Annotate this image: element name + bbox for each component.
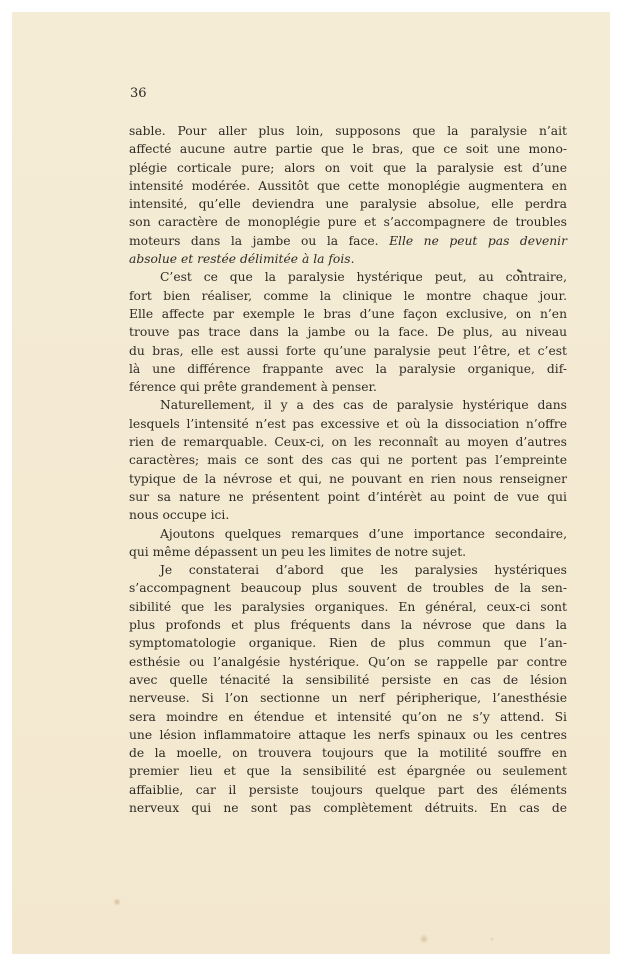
text-line: s’accompagnent beaucoup plus souvent de troubles de la sen-	[129, 581, 567, 596]
paragraph	[129, 561, 567, 817]
text-line: sur sa nature ne présentent point d’intérèt au point de vue qui	[129, 489, 567, 504]
paragraph	[129, 122, 567, 268]
paragraph	[129, 396, 567, 524]
text-line: férence qui prête grandement à penser.	[129, 380, 377, 395]
text-line: caractères; mais ce sont des cas qui ne portent pas l’empreinte	[129, 453, 567, 468]
text-line: lesquels l’intensité n’est pas excessive et où la dissociation n’offre	[129, 416, 567, 431]
text-line: nerveux qui ne sont pas complètement détruits. En cas de	[129, 800, 567, 815]
text-line: plégie corticale pure; alors on voit que la paralysie est d’une	[129, 160, 567, 175]
text-line: son caractère de monoplégie pure et s’accompagnere de troubles	[129, 215, 567, 230]
paragraph	[129, 268, 567, 396]
text-segment: moteurs dans la jambe ou la face.	[129, 233, 379, 248]
text-line: typique de la névrose et qui, ne pouvant en rien nous renseigner	[129, 471, 567, 486]
text-line: affecté aucune autre partie que le bras, que ce soit une mono-	[129, 142, 567, 157]
page-number: 36	[130, 86, 147, 101]
book-page	[12, 12, 610, 954]
text-line: une lésion inflammatoire attaque les nerfs spinaux ou les centres	[129, 727, 567, 742]
text-line: intensité, qu’elle deviendra une paralysie absolue, elle perdra	[129, 197, 567, 212]
text-line: trouve pas trace dans la jambe ou la face. De plus, au niveau	[129, 325, 567, 340]
text-line: esthésie ou l’analgésie hystérique. Qu’on se rappelle par contre	[129, 654, 567, 669]
text-line: fort bien réaliser, comme la clinique le montre chaque jour.	[129, 288, 567, 303]
text-line: rien de remarquable. Ceux-ci, on les reconnaît au moyen d’autres	[129, 435, 567, 450]
text-line	[129, 232, 567, 250]
text-line: avec quelle ténacité la sensibilité persiste en cas de lésion	[129, 672, 567, 687]
text-line: sera moindre en étendue et intensité qu’on ne s’y attend. Si	[129, 709, 567, 724]
text-line: Elle affecte par exemple le bras d’une façon exclusive, on n’en	[129, 306, 567, 321]
text-line: qui même dépassent un peu les limites de notre sujet.	[129, 544, 467, 559]
text-line: du bras, elle est aussi forte qu’une paralysie peut l’être, et c’est	[129, 343, 567, 358]
text-line: plus profonds et plus fréquents dans la névrose que dans la	[129, 618, 567, 633]
text-line: premier lieu et que la sensibilité est épargnée ou seulement	[129, 764, 567, 779]
text-line: là une différence frappante avec la paralysie organique, dif-	[129, 361, 567, 376]
text-line: Ajoutons quelques remarques d’une importance secondaire,	[160, 526, 567, 541]
text-line: C’est ce que la paralysie hystérique peut, au contraire,	[160, 270, 567, 285]
text-line: de la moelle, on trouvera toujours que la motilité souffre en	[129, 746, 567, 761]
text-line: Je constaterai d’abord que les paralysies hystériques	[160, 563, 567, 578]
emphasis-text: absolue et restée délimitée à la fois.	[129, 252, 355, 267]
text-line: nous occupe ici.	[129, 508, 230, 523]
text-line: Naturellement, il y a des cas de paralysie hystérique dans	[160, 398, 567, 413]
text-line: symptomatologie organique. Rien de plus commun que l’an-	[129, 636, 567, 651]
text-line: affaiblie, car il persiste toujours quelque part des éléments	[129, 782, 567, 797]
text-line: sibilité que les paralysies organiques. En général, ceux-ci sont	[129, 599, 567, 614]
body-text	[129, 122, 567, 817]
text-line: nerveuse. Si l’on sectionne un nerf péripherique, l’anesthésie	[129, 691, 567, 706]
text-line: intensité modérée. Aussitôt que cette monoplégie augmentera en	[129, 178, 567, 193]
emphasis-text: Elle ne peut pas devenir	[389, 233, 567, 248]
paragraph	[129, 525, 567, 562]
text-line: sable. Pour aller plus loin, supposons que la paralysie n’ait	[129, 124, 567, 138]
